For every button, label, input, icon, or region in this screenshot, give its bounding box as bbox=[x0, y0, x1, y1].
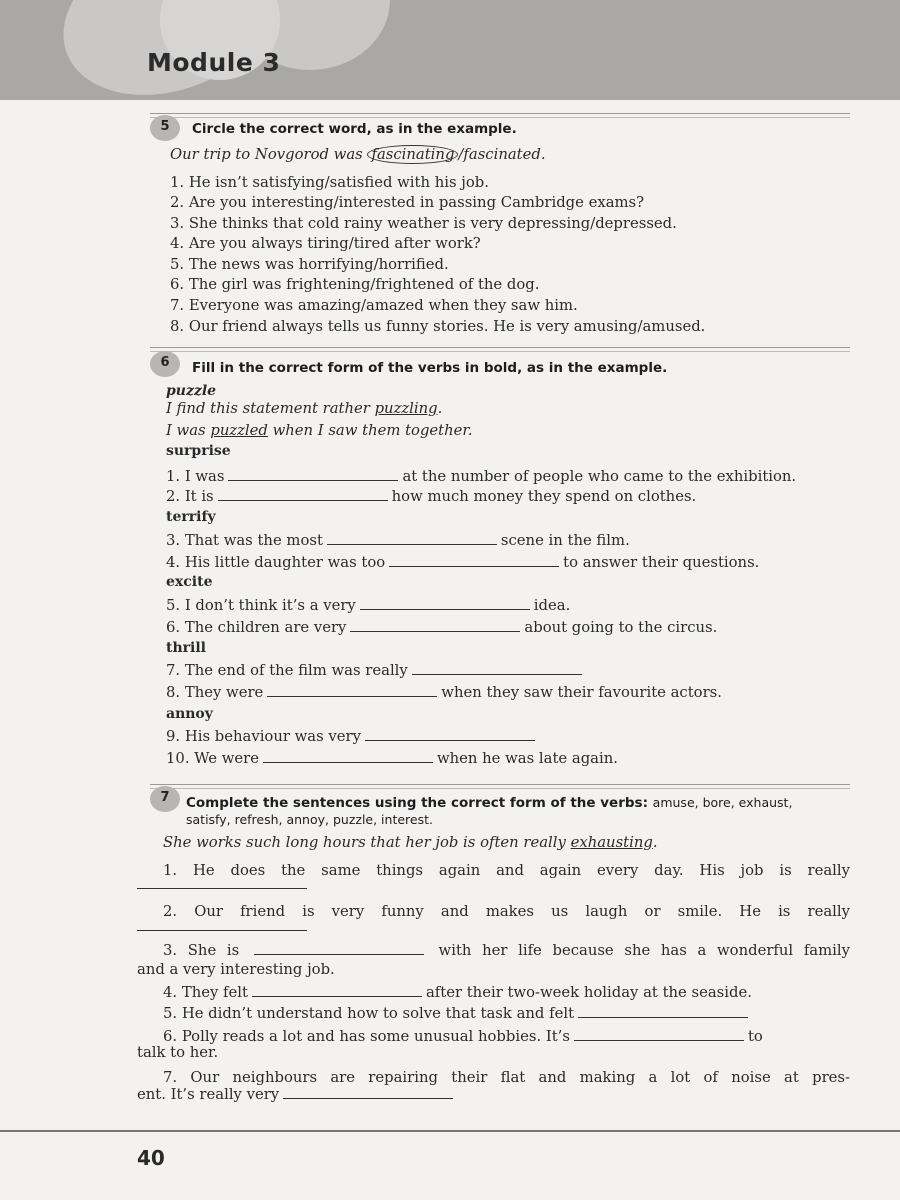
answer-blank[interactable] bbox=[574, 1028, 744, 1041]
list-item: 7. The end of the film was really bbox=[166, 662, 586, 680]
page-number: 40 bbox=[137, 1146, 165, 1170]
divider bbox=[150, 784, 850, 789]
footer-divider bbox=[0, 1130, 900, 1132]
verb-label: surprise bbox=[166, 443, 231, 459]
verb-label: thrill bbox=[166, 640, 206, 656]
answer-blank[interactable] bbox=[389, 554, 559, 567]
list-item: 10. We were when he was late again. bbox=[166, 750, 618, 767]
list-item: 7. Our neighbours are repairing their flat and making a lot of noise at pres- bbox=[163, 1069, 850, 1086]
answer-blank[interactable] bbox=[228, 468, 398, 481]
list-item: and a very interesting job. bbox=[137, 961, 335, 978]
example-sentence: I find this statement rather puzzling. bbox=[166, 400, 443, 417]
answer-blank[interactable] bbox=[263, 750, 433, 763]
answer-blank[interactable] bbox=[350, 619, 520, 632]
list-item: 1. He does the same things again and again every day. His job is really bbox=[163, 862, 850, 879]
list-item: 5. He didn’t understand how to solve that task and felt bbox=[163, 1005, 752, 1023]
list-item: 1. I was at the number of people who came to the exhibition. bbox=[166, 468, 797, 485]
list-item: 4. They felt after their two-week holiday at the seaside. bbox=[163, 984, 752, 1001]
answer-blank[interactable] bbox=[254, 942, 424, 955]
list-item: 8. They were when they saw their favourite actors. bbox=[166, 684, 722, 701]
exercise-instruction: Circle the correct word, as in the example. bbox=[192, 121, 517, 137]
answer-blank[interactable] bbox=[327, 532, 497, 545]
list-item: 3. She thinks that cold rainy weather is very depressing/depressed. bbox=[170, 215, 677, 232]
list-item: 3. That was the most scene in the film. bbox=[166, 532, 630, 549]
divider bbox=[150, 347, 850, 352]
answer-blank[interactable] bbox=[360, 597, 530, 610]
list-item: 5. I don’t think it’s a very idea. bbox=[166, 597, 571, 614]
list-item: 1. He isn’t satisfying/satisfied with his job. bbox=[170, 174, 489, 191]
answer-blank[interactable] bbox=[578, 1005, 748, 1018]
list-item: 3. She is with her life because she has a wonderful family bbox=[163, 942, 850, 959]
list-item bbox=[137, 876, 307, 894]
exercise-instruction: Complete the sentences using the correct form of the verbs: amuse, bore, exhaust, bbox=[186, 795, 793, 811]
list-item: 6. The children are very about going to the circus. bbox=[166, 619, 718, 636]
verb-label: puzzle bbox=[166, 383, 217, 399]
answer-blank[interactable] bbox=[267, 684, 437, 697]
verb-label: annoy bbox=[166, 706, 213, 722]
answer-blank[interactable] bbox=[218, 488, 388, 501]
verb-list: satisfy, refresh, annoy, puzzle, interest. bbox=[186, 812, 433, 827]
exercise-number: 5 bbox=[150, 115, 180, 141]
answer-blank[interactable] bbox=[252, 984, 422, 997]
top-banner bbox=[0, 0, 900, 100]
list-item bbox=[137, 918, 307, 936]
list-item: ent. It’s really very bbox=[137, 1086, 457, 1104]
list-item: 2. Our friend is very funny and makes us laugh or smile. He is really bbox=[163, 903, 850, 920]
list-item: 6. The girl was frightening/frightened of the dog. bbox=[170, 276, 540, 293]
list-item: 2. Are you interesting/interested in passing Cambridge exams? bbox=[170, 194, 645, 211]
list-item: 2. It is how much money they spend on clothes. bbox=[166, 488, 697, 505]
answer-blank[interactable] bbox=[137, 918, 307, 931]
list-item: 5. The news was horrifying/horrified. bbox=[170, 256, 449, 273]
answer-blank[interactable] bbox=[137, 876, 307, 889]
example-sentence: She works such long hours that her job is often really exhausting. bbox=[163, 834, 658, 851]
exercise-number: 6 bbox=[150, 351, 180, 377]
module-title: Module 3 bbox=[147, 48, 281, 77]
list-item: 8. Our friend always tells us funny stories. He is very amusing/amused. bbox=[170, 318, 706, 335]
list-item: 4. His little daughter was too to answer their questions. bbox=[166, 554, 760, 571]
exercise-instruction: Fill in the correct form of the verbs in bold, as in the example. bbox=[192, 360, 668, 376]
list-item: 6. Polly reads a lot and has some unusual hobbies. It’s to bbox=[163, 1028, 763, 1045]
answer-blank[interactable] bbox=[412, 662, 582, 675]
divider bbox=[150, 113, 850, 118]
verb-label: terrify bbox=[166, 509, 216, 525]
verb-label: excite bbox=[166, 574, 213, 590]
example-sentence: I was puzzled when I saw them together. bbox=[166, 422, 473, 439]
answer-blank[interactable] bbox=[283, 1086, 453, 1099]
example-sentence: Our trip to Novgorod was fascinating /fascinated. bbox=[170, 146, 546, 163]
exercise-number: 7 bbox=[150, 786, 180, 812]
answer-blank[interactable] bbox=[365, 728, 535, 741]
list-item: 4. Are you always tiring/tired after work? bbox=[170, 235, 481, 252]
list-item: 7. Everyone was amazing/amazed when they saw him. bbox=[170, 297, 578, 314]
list-item: talk to her. bbox=[137, 1044, 219, 1061]
list-item: 9. His behaviour was very bbox=[166, 728, 539, 746]
circled-word: fascinating bbox=[367, 145, 458, 164]
